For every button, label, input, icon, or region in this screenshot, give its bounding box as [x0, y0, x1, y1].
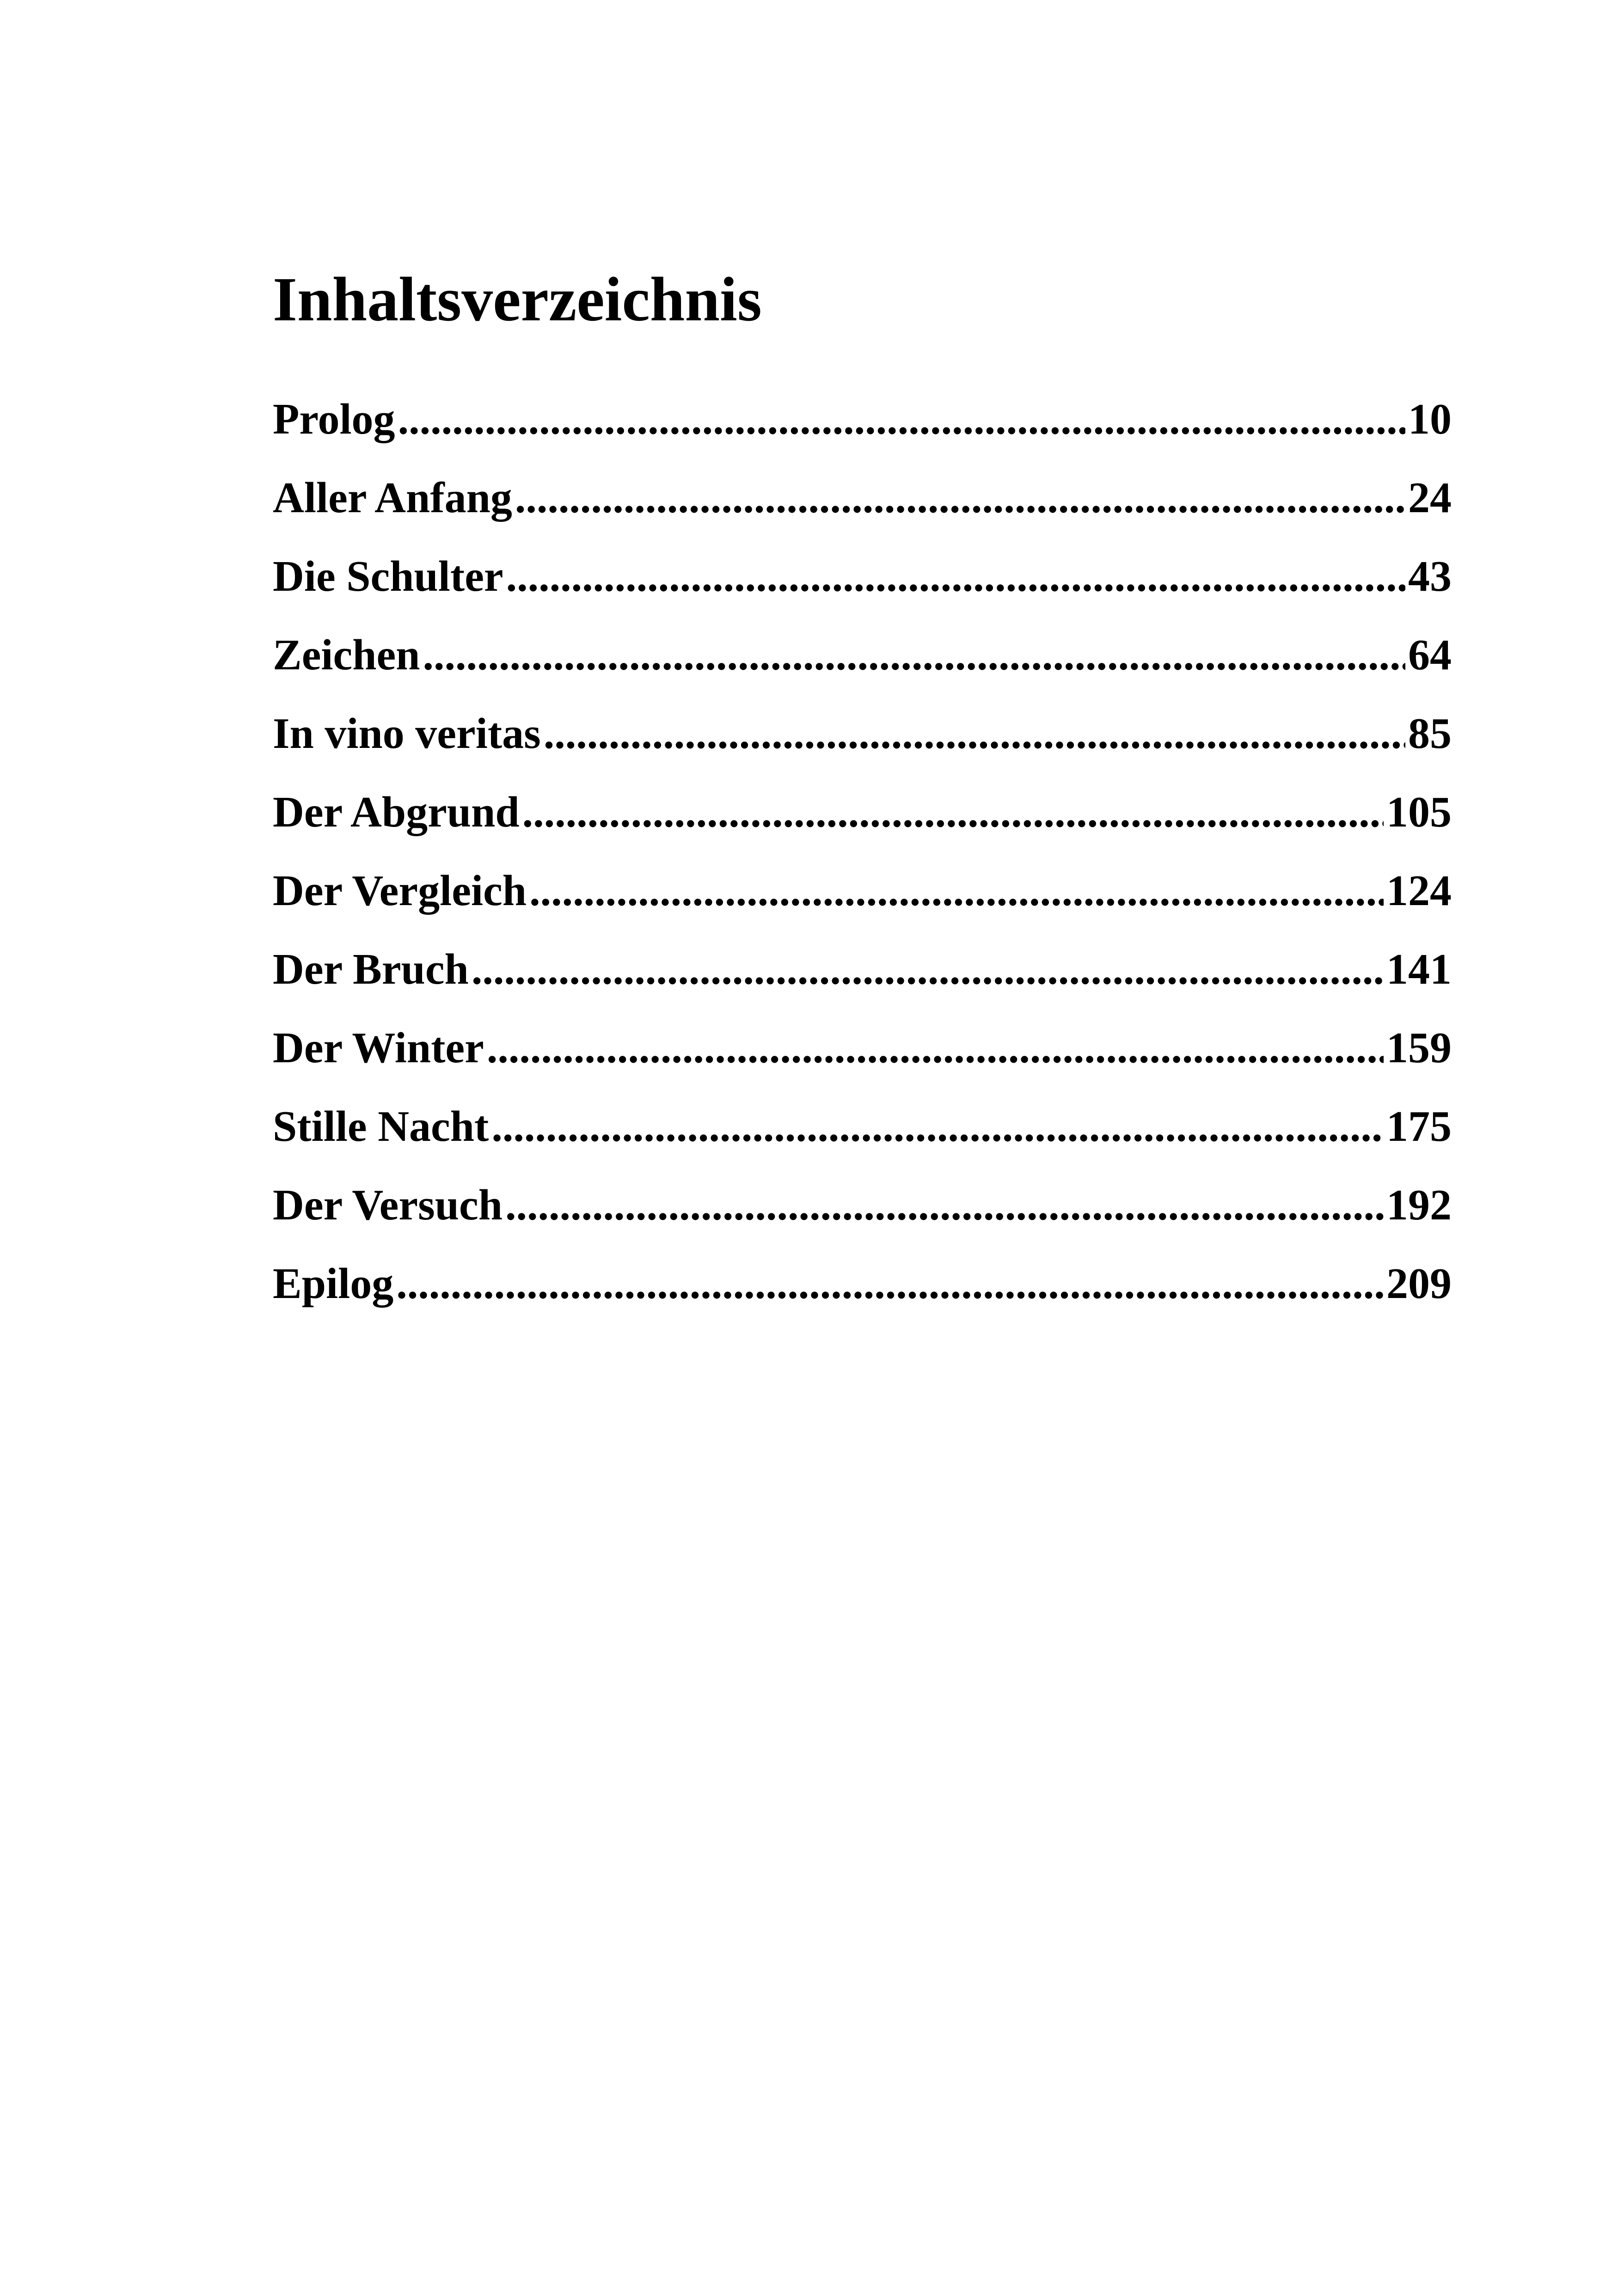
toc-entry-label: Stille Nacht	[273, 1102, 489, 1151]
toc-entry-label: Prolog	[273, 395, 395, 443]
dot-leader	[487, 1026, 1384, 1070]
toc-entry-label: Die Schulter	[273, 552, 503, 600]
toc-entry[interactable]	[273, 552, 1452, 633]
toc-entry[interactable]	[273, 790, 1452, 869]
toc-entry-page: 175	[1386, 1102, 1452, 1151]
dot-leader	[522, 790, 1384, 834]
toc-entry-page: 43	[1408, 552, 1452, 600]
toc-entry-page: 141	[1386, 945, 1452, 993]
toc-entry[interactable]	[273, 712, 1452, 790]
dot-leader	[398, 398, 1405, 441]
toc-entry-page: 64	[1408, 631, 1452, 679]
dot-leader	[491, 1105, 1384, 1148]
toc-entry-label: In vino veritas	[273, 710, 541, 758]
toc-entry-label: Aller Anfang	[273, 474, 512, 522]
toc-entry-label: Zeichen	[273, 631, 420, 679]
page-title: Inhaltsverzeichnis	[273, 265, 762, 334]
table-of-contents	[273, 395, 1452, 1341]
toc-entry[interactable]	[273, 869, 1452, 948]
toc-entry-page: 105	[1386, 788, 1452, 836]
dot-leader	[515, 476, 1405, 520]
toc-entry[interactable]	[273, 1102, 1452, 1183]
toc-entry[interactable]	[273, 1262, 1452, 1341]
dot-leader	[529, 869, 1384, 912]
dot-leader	[505, 1183, 1384, 1227]
dot-leader	[472, 948, 1384, 991]
toc-entry-page: 192	[1386, 1181, 1452, 1229]
dot-leader	[506, 555, 1405, 598]
toc-entry-page: 10	[1408, 395, 1452, 443]
toc-entry-page: 85	[1408, 710, 1452, 758]
toc-entry-page: 124	[1386, 867, 1452, 915]
toc-entry-page: 209	[1386, 1260, 1452, 1308]
toc-entry[interactable]	[273, 476, 1452, 555]
toc-entry-label: Der Abgrund	[273, 788, 520, 836]
toc-entry-label: Epilog	[273, 1260, 394, 1308]
toc-entry[interactable]	[273, 395, 1452, 476]
toc-entry-label: Der Winter	[273, 1024, 484, 1072]
dot-leader	[423, 633, 1405, 677]
dot-leader	[396, 1262, 1384, 1305]
toc-entry[interactable]	[273, 1183, 1452, 1262]
toc-entry[interactable]	[273, 633, 1452, 712]
toc-entry-page: 159	[1386, 1024, 1452, 1072]
dot-leader	[544, 712, 1405, 755]
toc-entry-label: Der Vergleich	[273, 867, 527, 915]
toc-entry[interactable]	[273, 1026, 1452, 1105]
toc-entry-label: Der Versuch	[273, 1181, 503, 1229]
toc-entry-page: 24	[1408, 474, 1452, 522]
toc-entry[interactable]	[273, 945, 1452, 1026]
toc-entry-label: Der Bruch	[273, 945, 469, 993]
